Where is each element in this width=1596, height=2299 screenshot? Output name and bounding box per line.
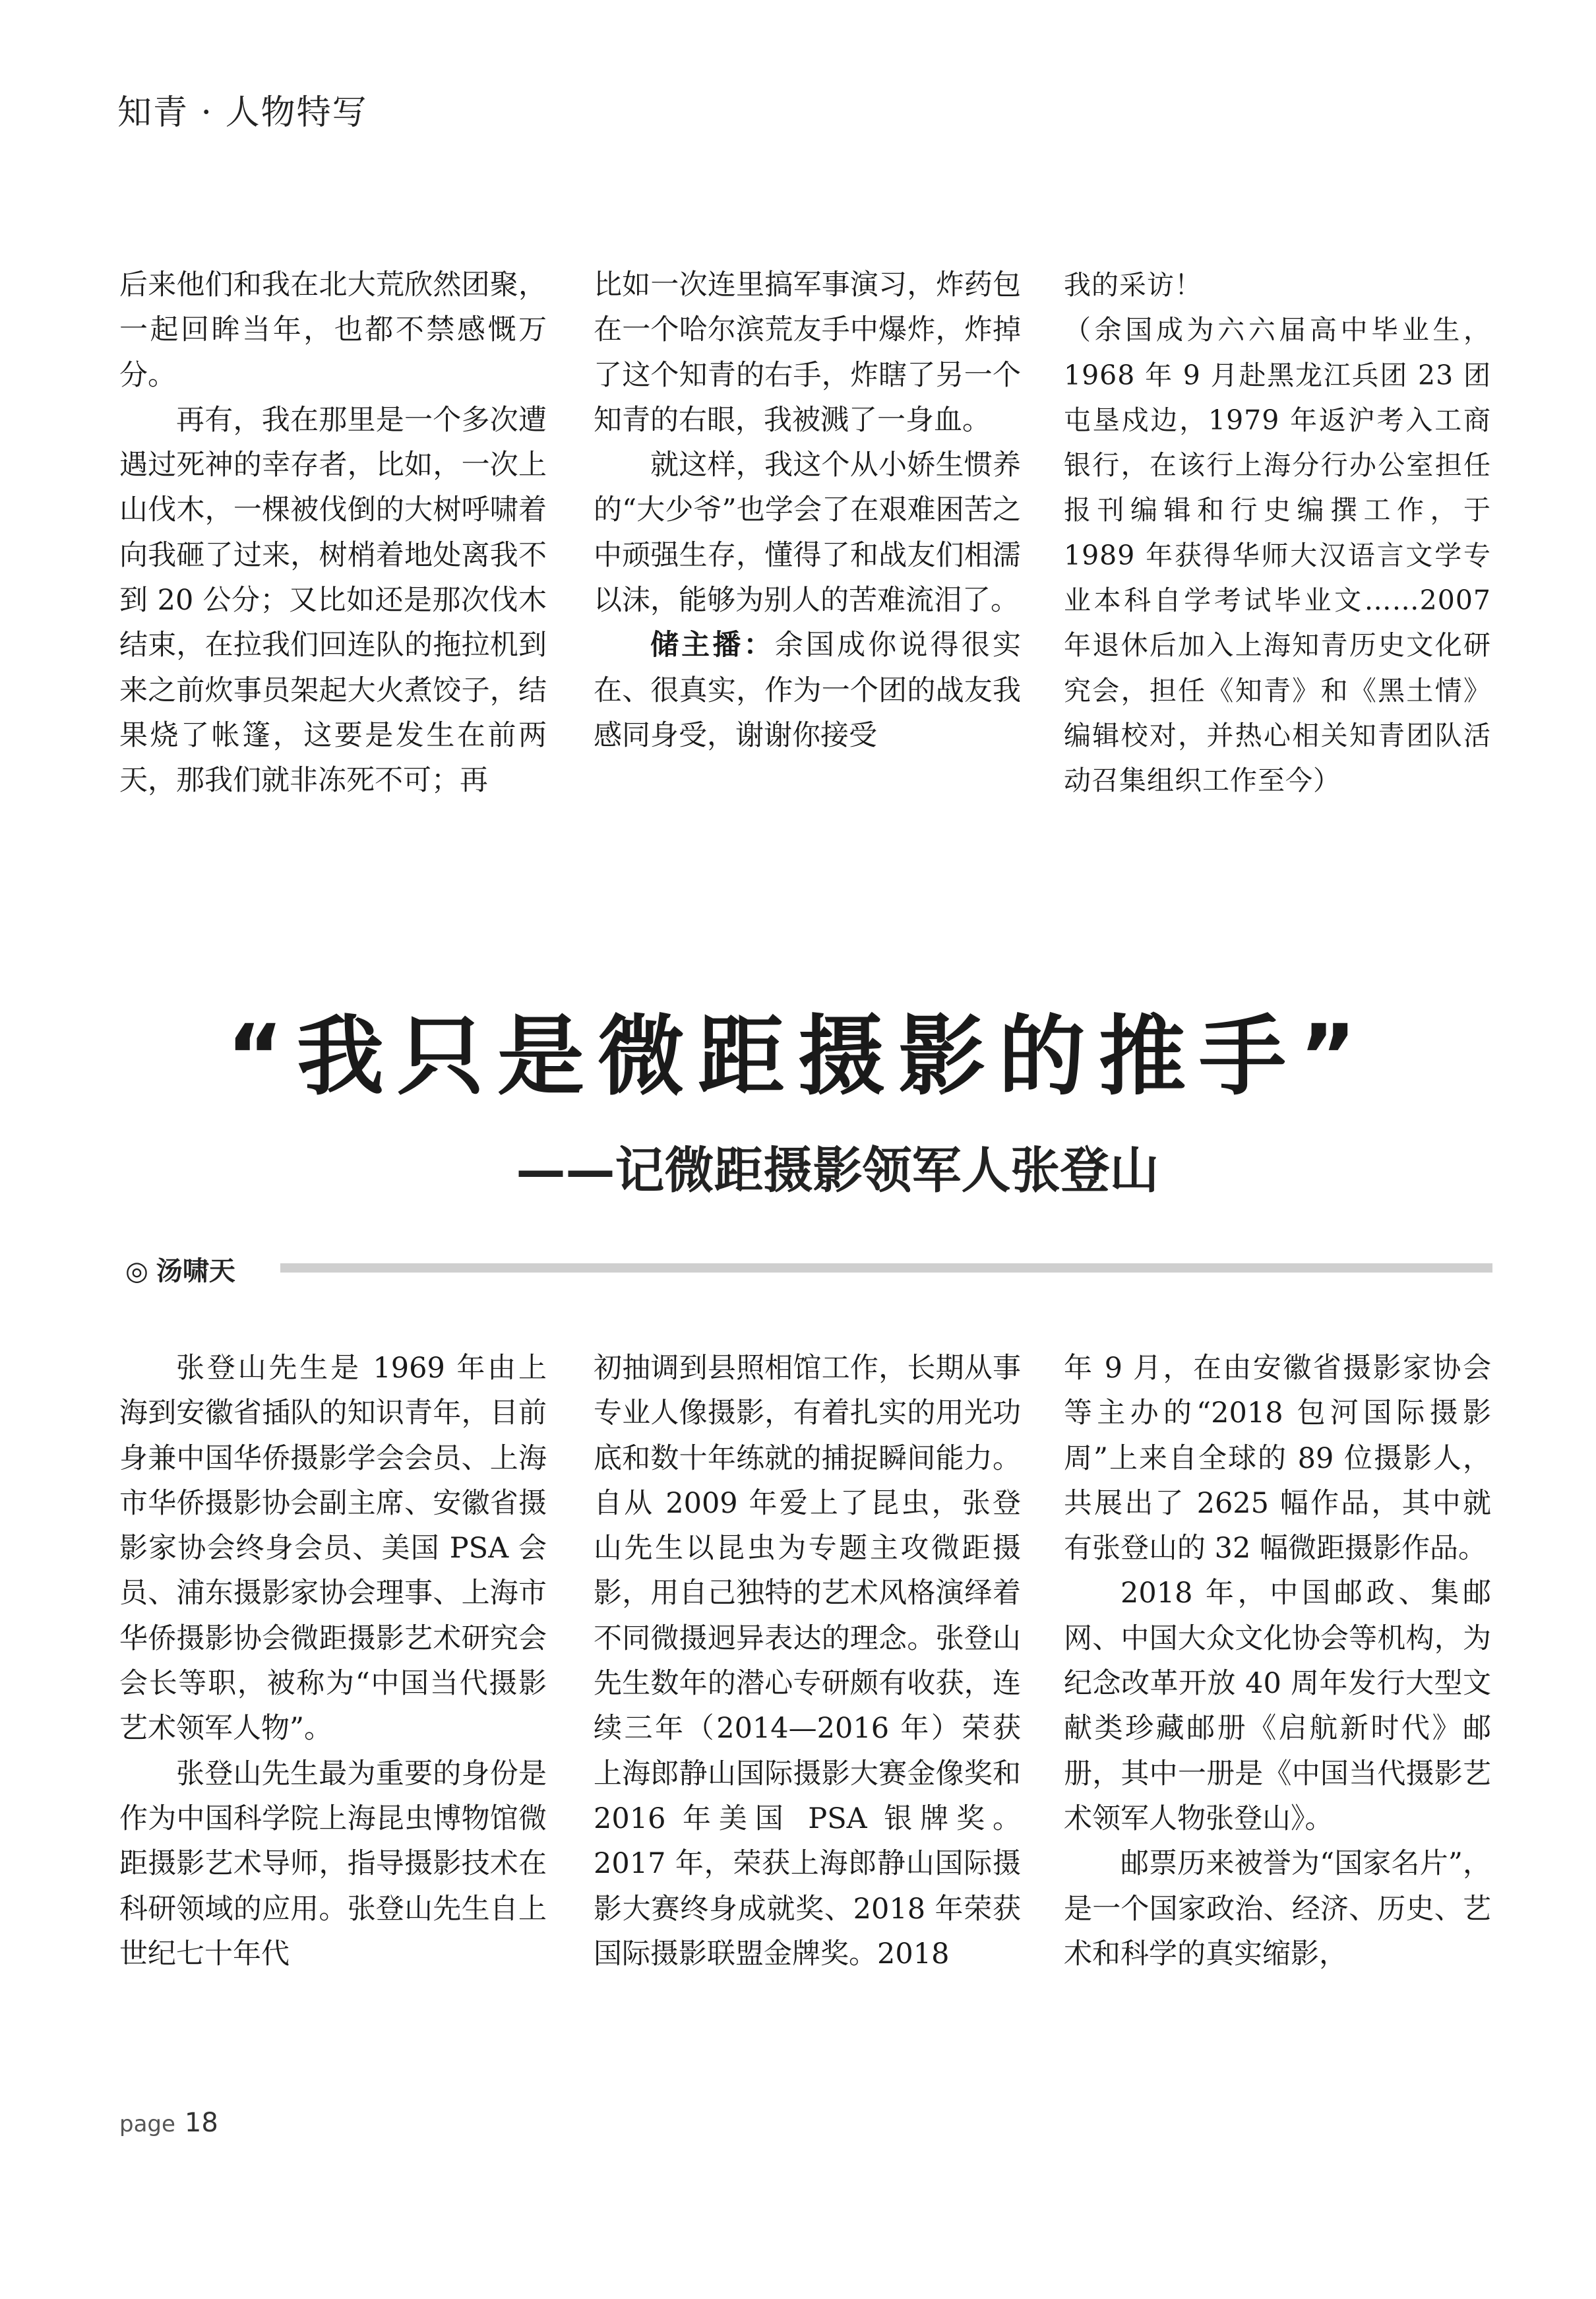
paragraph: 再有，我在那里是一个多次遭遇过死神的幸存者，比如，一次上山伐木，一棵被伐倒的大树呼啸着向我砸了过来，树梢着地处离我不到 20 公分；又比如还是那次伐木结束，在拉我们回连队的拖拉机到来之前炊事员架起大火煮饺子，结果烧了帐篷，这要是发生在前两天，那我们就非冻死不可；再 — [119, 403, 547, 798]
article-subtitle: ——记微距摄影领军人张登山 — [516, 1141, 1159, 1199]
main-column-3 — [1064, 1346, 1491, 1976]
paragraph: 我的采访！ — [1064, 269, 1202, 301]
paragraph: 年 9 月，在由安徽省摄影家协会等主办的“2018 包河国际摄影周”上来自全球的 89 位摄影人，共展出了 2625 幅作品，其中就有张登山的 32 幅微距摄影作品。 — [1064, 1352, 1491, 1565]
main-column-2 — [594, 1346, 1021, 1976]
top-column-1 — [119, 263, 547, 803]
byline-mark: ◎ — [125, 1256, 148, 1286]
paragraph: 张登山先生最为重要的身份是作为中国科学院上海昆虫博物馆微距摄影艺术导师，指导摄影技术在科研领域的应用。张登山先生自上世纪七十年代 — [119, 1757, 547, 1970]
paragraph: 2018 年，中国邮政、集邮网、中国大众文化协会等机构，为纪念改革开放 40 周年发行大型文献类珍藏邮册《启航新时代》邮册，其中一册是《中国当代摄影艺术领军人物张登山》。 — [1064, 1577, 1491, 1835]
bio-note: （余国成为六六届高中毕业生，1968 年 9 月赴黑龙江兵团 23 团屯垦戍边，1979 年返沪考入工商银行，在该行上海分行办公室担任报刊编辑和行史编撰工作，于 1989 年获得华师大汉语言文学专业本科自学考试毕业文……2007 年退休后加入上海知青历史文化研究会，担任《知青》和《黑土情》编辑校对，并热心相关知青团队活动召集组织工作至今） — [1064, 314, 1491, 797]
paragraph: 初抽调到县照相馆工作，长期从事专业人像摄影，有着扎实的用光功底和数十年练就的捕捉瞬间能力。自从 2009 年爱上了昆虫，张登山先生以昆虫为专题主攻微距摄影，用自己独特的艺术风格演绎着不同微摄迥异表达的理念。张登山先生数年的潜心专研颇有收获，连续三年（2014—2016 年）荣获上海郎静山国际摄影大赛金像奖和 2016 年美国 PSA 银牌奖。2017 年，荣获上海郎静山国际摄影大赛终身成就奖、2018 年荣获国际摄影联盟金牌奖。2018 — [594, 1352, 1021, 1970]
section-header: 知青 · 人物特写 — [117, 93, 368, 133]
page-footer — [119, 2108, 218, 2138]
main-column-1 — [119, 1346, 547, 1976]
speaker-text: 余国成你说得很实在、很真实，作为一个团的战友我感同身受，谢谢你接受 — [594, 629, 1022, 752]
page-number: 18 — [184, 2108, 218, 2138]
author-name: 汤啸天 — [156, 1256, 235, 1286]
top-column-3 — [1064, 263, 1491, 803]
paragraph: 就这样，我这个从小娇生惯养的“大少爷”也学会了在艰难困苦之中顽强生存，懂得了和战友们相濡以沫，能够为别人的苦难流泪了。 — [594, 449, 1021, 617]
article-title: “我只是微距摄影的推手” — [226, 1006, 1370, 1108]
speaker-name: 储主播： — [650, 629, 775, 662]
byline — [125, 1250, 235, 1288]
byline-divider — [280, 1263, 1492, 1273]
speaker-paragraph — [594, 623, 1021, 758]
top-column-2 — [594, 263, 1021, 758]
paragraph: 邮票历来被誉为“国家名片”，是一个国家政治、经济、历史、艺术和科学的真实缩影， — [1064, 1847, 1491, 1970]
paragraph: 后来他们和我在北大荒欣然团聚，一起回眸当年，也都不禁感慨万分。 — [119, 268, 547, 392]
paragraph: 张登山先生是 1969 年由上海到安徽省插队的知识青年，目前身兼中国华侨摄影学会会员、上海市华侨摄影协会副主席、安徽省摄影家协会终身会员、美国 PSA 会员、浦东摄影家协会理事、上海市华侨摄影协会微距摄影艺术研究会会长等职，被称为“中国当代摄影艺术领军人物”。 — [119, 1352, 547, 1746]
page-label: page — [119, 2111, 175, 2137]
paragraph: 比如一次连里搞军事演习，炸药包在一个哈尔滨荒友手中爆炸，炸掉了这个知青的右手，炸瞎了另一个知青的右眼，我被溅了一身血。 — [594, 268, 1021, 437]
